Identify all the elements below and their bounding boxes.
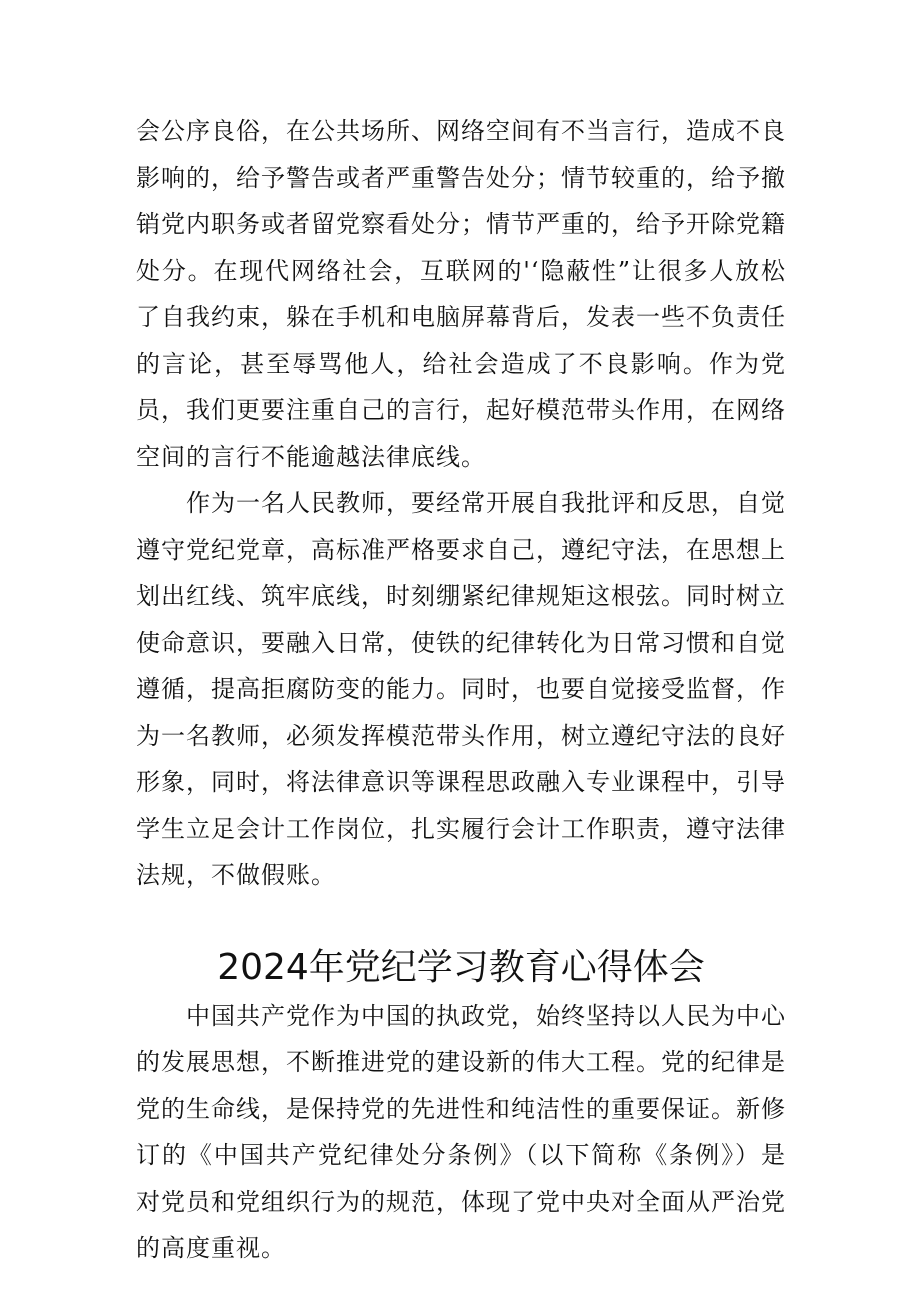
section-title: 2024年党纪学习教育心得体会 bbox=[217, 946, 705, 988]
paragraph-teacher-reflection: 作为一名人民教师，要经常开展自我批评和反思，自觉遵守党纪党章，高标准严格要求自己，遵纪守法，在思想上划出红线、筑牢底线，时刻绷紧纪律规矩这根弦。同时树立使命意识，要融入日常，使铁的纪律转化为日常习惯和自觉遵循，提高拒腐防变的能力。同时，也要自觉接受监督，作为一名教师，必须发挥模范带头作用，树立遵纪守法的良好形象，同时，将法律意识等课程思政融入专业课程中，引导学生立足会计工作岗位，扎实履行会计工作职责，遵守法律法规，不做假账。 bbox=[136, 489, 786, 889]
paragraph-intro: 中国共产党作为中国的执政党，始终坚持以人民为中心的发展思想，不断推进党的建设新的伟大工程。党的纪律是党的生命线，是保持党的先进性和纯洁性的重要保证。新修订的《中国共产党纪律处分条例》（以下简称《条例》）是对党员和党组织行为的规范，体现了党中央对全面从严治党的高度重视。 bbox=[136, 1001, 786, 1262]
paragraph-continued: 会公序良俗，在公共场所、网络空间有不当言行，造成不良影响的，给予警告或者严重警告处分；情节较重的，给予撤销党内职务或者留党察看处分；情节严重的，给予开除党籍处分。在现代网络社会，互联网的'‘隐蔽性”让很多人放松了自我约束，躲在手机和电脑屏幕背后，发表一些不负责任的言论，甚至辱骂他人，给社会造成了不良影响。作为党员，我们更要注重自己的言行，起好模范带头作用，在网络空间的言行不能逾越法律底线。 bbox=[136, 117, 786, 471]
document-body bbox=[136, 108, 786, 1272]
